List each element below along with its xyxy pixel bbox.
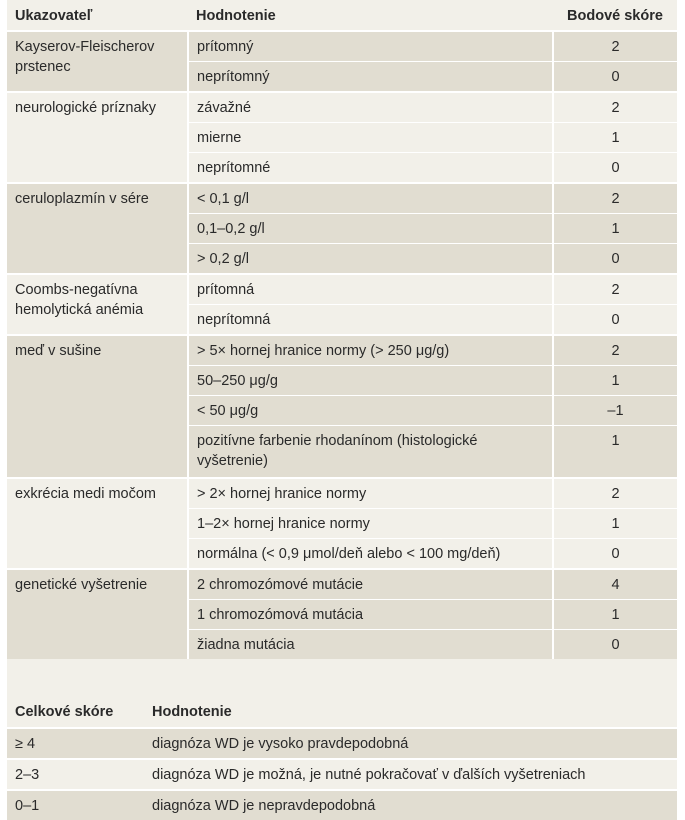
score-cell: –1 bbox=[553, 396, 677, 426]
scoring-row bbox=[7, 183, 677, 214]
total-score-cell: 2–3 bbox=[7, 759, 144, 790]
evaluation-cell: normálna (< 0,9 μmol/deň alebo < 100 mg/deň) bbox=[188, 538, 553, 569]
score-cell: 0 bbox=[553, 538, 677, 569]
total-score-table bbox=[7, 695, 677, 820]
score-cell: 0 bbox=[553, 629, 677, 659]
score-cell: 0 bbox=[553, 305, 677, 336]
total-evaluation-cell: diagnóza WD je možná, je nutné pokračovať v ďalších vyšetreniach bbox=[144, 759, 677, 790]
indicator-cell: exkrécia medi močom bbox=[7, 478, 188, 569]
indicator-cell: Coombs-negatívna hemolytická anémia bbox=[7, 274, 188, 335]
scoring-table bbox=[7, 0, 677, 659]
total-table-header bbox=[7, 695, 677, 728]
score-cell: 2 bbox=[553, 183, 677, 214]
evaluation-cell: prítomná bbox=[188, 274, 553, 305]
total-score-cell: 0–1 bbox=[7, 790, 144, 820]
score-cell: 1 bbox=[553, 426, 677, 478]
scoring-row bbox=[7, 478, 677, 509]
scoring-document bbox=[7, 0, 677, 814]
evaluation-cell: < 50 μg/g bbox=[188, 396, 553, 426]
scoring-table-header bbox=[7, 0, 677, 31]
total-row bbox=[7, 790, 677, 820]
evaluation-cell: neprítomný bbox=[188, 62, 553, 93]
evaluation-cell: závažné bbox=[188, 92, 553, 123]
total-row bbox=[7, 728, 677, 759]
total-score-cell: ≥ 4 bbox=[7, 728, 144, 759]
evaluation-cell: mierne bbox=[188, 123, 553, 153]
evaluation-cell: 1–2× hornej hranice normy bbox=[188, 508, 553, 538]
score-cell: 0 bbox=[553, 62, 677, 93]
evaluation-cell: neprítomná bbox=[188, 305, 553, 336]
score-cell: 1 bbox=[553, 366, 677, 396]
evaluation-cell: > 5× hornej hranice normy (> 250 μg/g) bbox=[188, 335, 553, 366]
score-cell: 2 bbox=[553, 92, 677, 123]
score-cell: 1 bbox=[553, 214, 677, 244]
evaluation-cell: 50–250 μg/g bbox=[188, 366, 553, 396]
header-indicator: Ukazovateľ bbox=[15, 8, 93, 24]
score-cell: 1 bbox=[553, 599, 677, 629]
indicator-cell: Kayserov-Fleischerov prstenec bbox=[7, 31, 188, 92]
evaluation-cell: > 2× hornej hranice normy bbox=[188, 478, 553, 509]
scoring-row bbox=[7, 274, 677, 305]
scoring-row bbox=[7, 31, 677, 62]
evaluation-cell: 1 chromozómová mutácia bbox=[188, 599, 553, 629]
evaluation-cell: pozitívne farbenie rhodanínom (histologické vyšetrenie) bbox=[188, 426, 553, 478]
evaluation-cell: 2 chromozómové mutácie bbox=[188, 569, 553, 600]
score-cell: 0 bbox=[553, 153, 677, 184]
score-cell: 0 bbox=[553, 244, 677, 275]
score-cell: 2 bbox=[553, 274, 677, 305]
evaluation-cell: prítomný bbox=[188, 31, 553, 62]
total-evaluation-cell: diagnóza WD je vysoko pravdepodobná bbox=[144, 728, 677, 759]
score-cell: 2 bbox=[553, 335, 677, 366]
header-score: Bodové skóre bbox=[567, 8, 663, 24]
indicator-cell: neurologické príznaky bbox=[7, 92, 188, 183]
evaluation-cell: > 0,2 g/l bbox=[188, 244, 553, 275]
score-cell: 4 bbox=[553, 569, 677, 600]
header-total-evaluation: Hodnotenie bbox=[152, 703, 232, 720]
scoring-row bbox=[7, 569, 677, 600]
evaluation-cell: 0,1–0,2 g/l bbox=[188, 214, 553, 244]
scoring-row bbox=[7, 92, 677, 123]
score-cell: 1 bbox=[553, 123, 677, 153]
evaluation-cell: < 0,1 g/l bbox=[188, 183, 553, 214]
score-cell: 2 bbox=[553, 31, 677, 62]
scoring-table-body bbox=[7, 31, 677, 659]
total-table-body bbox=[7, 728, 677, 820]
total-evaluation-cell: diagnóza WD je nepravdepodobná bbox=[144, 790, 677, 820]
table-gap bbox=[7, 659, 677, 695]
header-total-score: Celkové skóre bbox=[15, 703, 114, 720]
indicator-cell: genetické vyšetrenie bbox=[7, 569, 188, 659]
scoring-row bbox=[7, 335, 677, 366]
score-cell: 2 bbox=[553, 478, 677, 509]
indicator-cell: meď v sušine bbox=[7, 335, 188, 478]
header-evaluation: Hodnotenie bbox=[196, 8, 276, 24]
evaluation-cell: žiadna mutácia bbox=[188, 629, 553, 659]
indicator-cell: ceruloplazmín v sére bbox=[7, 183, 188, 274]
total-row bbox=[7, 759, 677, 790]
evaluation-cell: neprítomné bbox=[188, 153, 553, 184]
score-cell: 1 bbox=[553, 508, 677, 538]
